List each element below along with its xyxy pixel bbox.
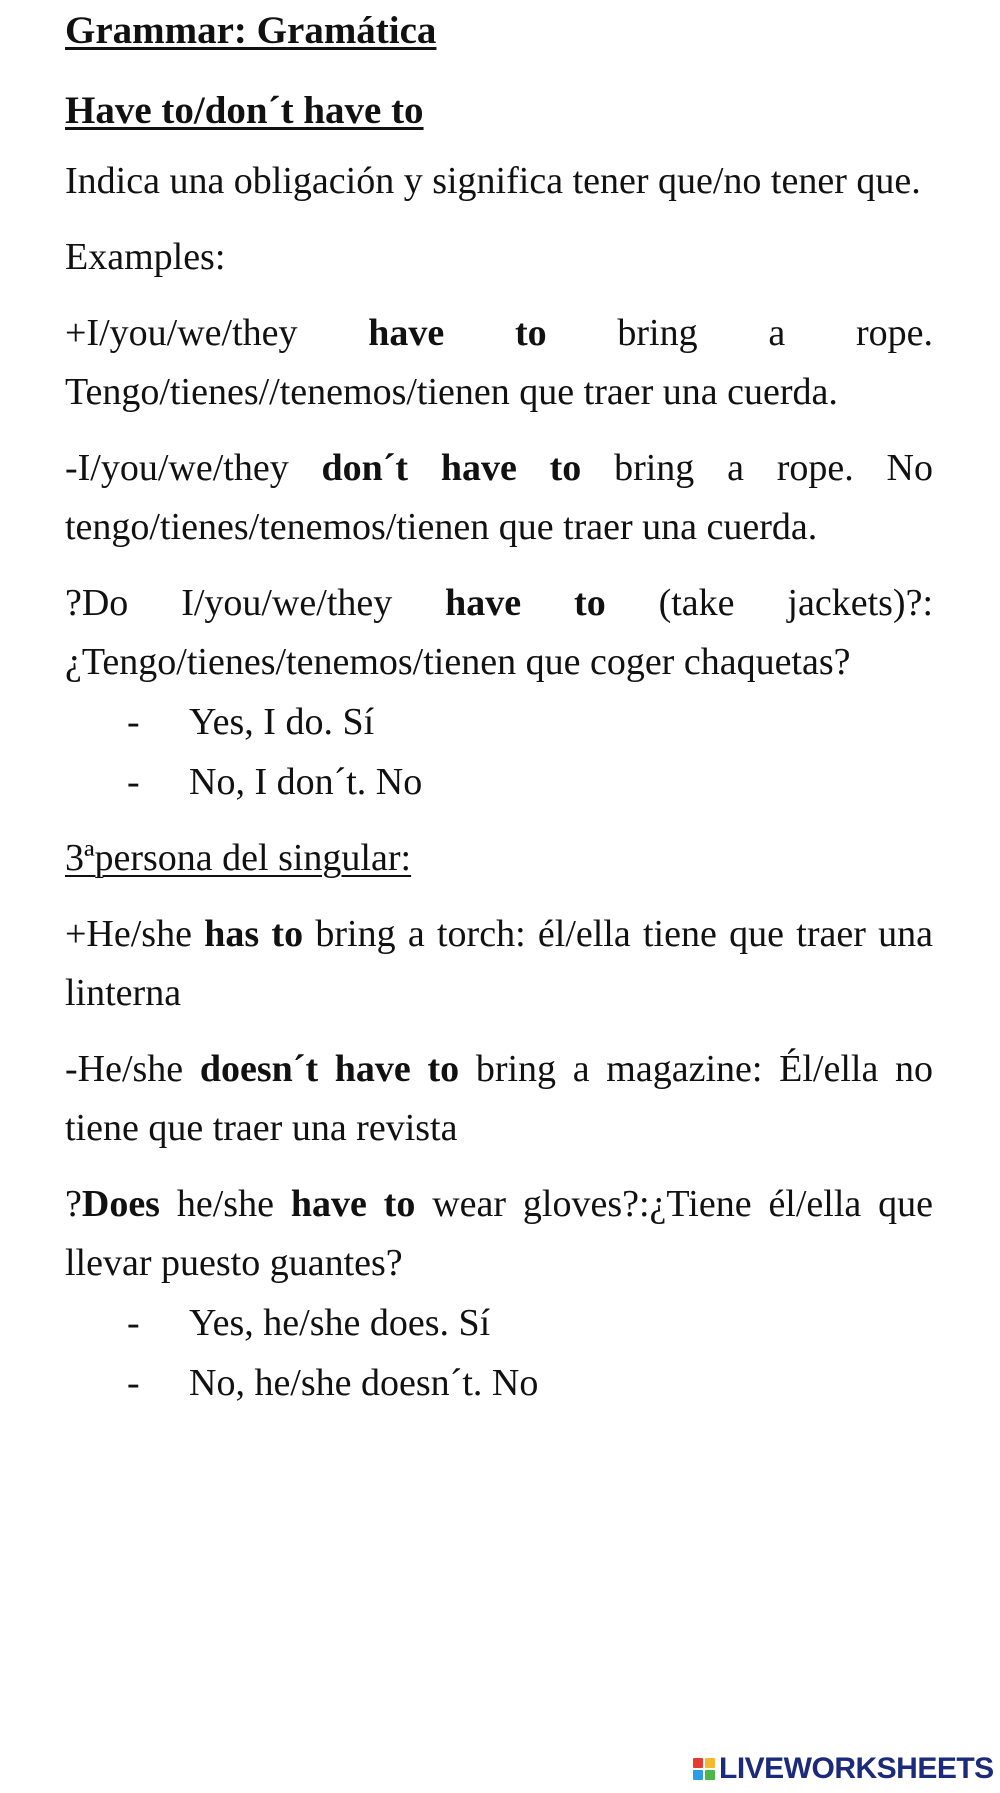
logo-square-red	[693, 1758, 703, 1768]
third-question-bold-2: have to	[290, 1183, 416, 1225]
dash-marker: -	[127, 701, 140, 743]
third-person-label-text: 3ªpersona del singular:	[65, 837, 412, 879]
list-item	[65, 692, 933, 752]
answer-no: No, I don´t. No	[189, 761, 423, 803]
liveworksheets-logo	[693, 1752, 994, 1786]
worksheet-page	[65, 0, 933, 1413]
question-bold: have to	[445, 582, 606, 624]
list-item	[65, 752, 933, 812]
third-negative-post: bring a magazine: Él/ella no tiene que traer una revista	[65, 1048, 934, 1149]
answers-list-1	[65, 692, 933, 812]
intro-text: Indica una obligación y significa tener que/no tener que.	[65, 160, 921, 202]
examples-label: Examples:	[65, 236, 226, 278]
answer-yes: Yes, he/she does. Sí	[189, 1302, 491, 1344]
third-negative-example	[65, 1040, 933, 1158]
affirmative-pre: +I/you/we/they	[65, 312, 369, 354]
answer-yes: Yes, I do. Sí	[189, 701, 375, 743]
question-pre: ?Do I/you/we/they	[65, 582, 446, 624]
page-title: Grammar: Gramática	[65, 9, 437, 52]
section-title: Have to/don´t have to	[65, 89, 424, 132]
third-question-post: wear gloves?:¿Tiene él/ella que llevar puesto guantes?	[65, 1183, 934, 1284]
list-item	[65, 1353, 933, 1413]
logo-square-green	[705, 1770, 715, 1780]
affirmative-example	[65, 304, 933, 422]
dash-marker: -	[127, 761, 140, 803]
negative-bold: don´t have to	[321, 447, 582, 489]
third-person-label	[65, 829, 933, 888]
logo-square-blue	[693, 1770, 703, 1780]
question-post: (take jackets)?: ¿Tengo/tienes/tenemos/tienen que coger chaquetas?	[65, 582, 934, 683]
negative-example	[65, 439, 933, 557]
third-affirmative-pre: +He/she	[65, 913, 205, 955]
third-affirmative-bold: has to	[204, 913, 304, 955]
third-question-pre: ?	[65, 1183, 82, 1225]
third-negative-pre: -He/she	[65, 1048, 200, 1090]
negative-pre: -I/you/we/they	[65, 447, 322, 489]
answers-list-2	[65, 1293, 933, 1413]
answer-no: No, he/she doesn´t. No	[189, 1362, 539, 1404]
liveworksheets-logo-icon	[693, 1758, 715, 1780]
third-negative-bold: doesn´t have to	[199, 1048, 460, 1090]
logo-text: LIVEWORKSHEETS	[719, 1752, 994, 1785]
affirmative-post: bring a rope. Tengo/tienes//tenemos/tienen que traer una cuerda.	[65, 312, 933, 413]
third-question-bold-1: Does	[81, 1183, 160, 1225]
list-item	[65, 1293, 933, 1353]
question-example	[65, 574, 933, 692]
affirmative-bold: have to	[368, 312, 547, 354]
third-question-mid: he/she	[159, 1183, 291, 1225]
dash-marker: -	[127, 1362, 140, 1404]
third-affirmative-example	[65, 905, 933, 1023]
negative-post: bring a rope. No tengo/tienes/tenemos/tienen que traer una cuerda.	[65, 447, 933, 548]
third-affirmative-post: bring a torch: él/ella tiene que traer una linterna	[65, 913, 934, 1014]
logo-square-yellow	[705, 1758, 715, 1768]
dash-marker: -	[127, 1302, 140, 1344]
third-question-example	[65, 1175, 933, 1293]
